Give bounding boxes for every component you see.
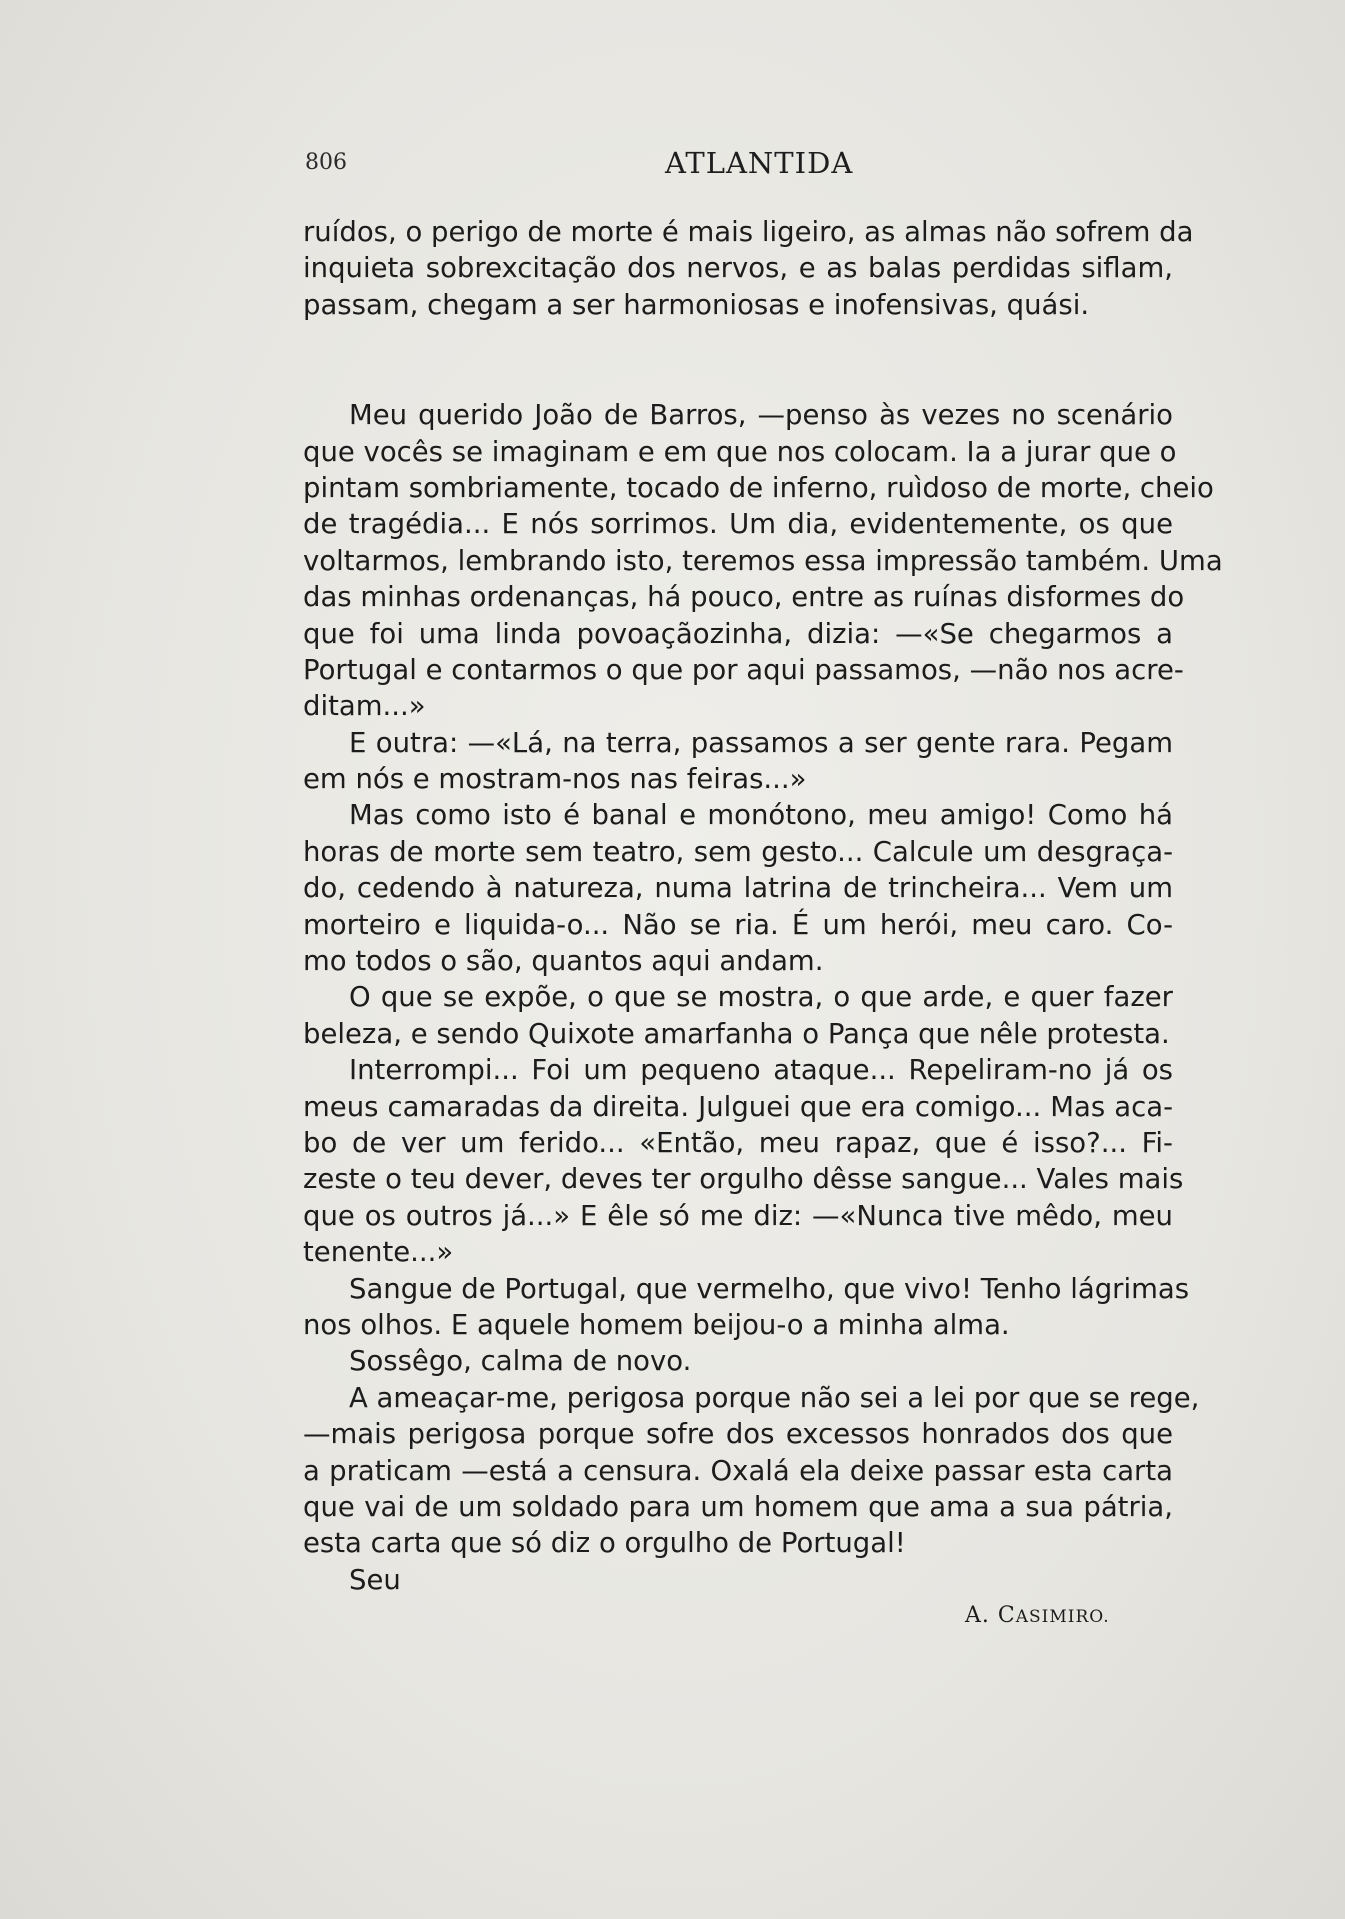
text-line: A ameaçar-me, perigosa porque não sei a lei por que se rege, (349, 1381, 1200, 1414)
text-line: bo de ver um ferido... «Então, meu rapaz, que é isso?... Fi- (303, 1126, 1173, 1159)
text-line: tenente...» (303, 1236, 454, 1269)
text-line: pintam sombriamente, tocado de inferno, ruìdoso de morte, cheio (303, 471, 1214, 504)
text-line: nos olhos. E aquele homem beijou-o a minha alma. (303, 1308, 1010, 1341)
text-line: das minhas ordenanças, há pouco, entre as ruínas disformes do (303, 581, 1185, 614)
paragraph (303, 1052, 1184, 1270)
text-line: ditam...» (303, 690, 426, 723)
text-line: que vocês se imaginam e em que nos colocam. Ia a jurar que o (303, 435, 1177, 468)
text-line: zeste o teu dever, deves ter orgulho dêsse sangue... Vales mais (303, 1163, 1184, 1196)
text-line: que foi uma linda povoaçãozinha, dizia: —«Se chegarmos a (303, 617, 1173, 650)
paragraph (303, 979, 1173, 1052)
text-line: Mas como isto é banal e monótono, meu amigo! Como há (349, 799, 1173, 832)
text-line: beleza, e sendo Quixote amarfanha o Pança que nêle protesta. (303, 1017, 1170, 1050)
text-line: —mais perigosa porque sofre dos excessos honrados dos que (303, 1418, 1173, 1451)
signature-initial: A. C (965, 1603, 1016, 1628)
signature-surname: ASIMIRO. (1015, 1607, 1110, 1627)
text-line: voltarmos, lembrando isto, teremos essa impressão também. Uma (303, 544, 1223, 577)
text-line: meus camaradas da direita. Julguei que era comigo... Mas aca- (303, 1090, 1173, 1123)
text-line: a praticam —está a censura. Oxalá ela deixe passar esta carta (303, 1454, 1173, 1487)
running-title: ATLANTIDA (665, 146, 854, 180)
text-line: E outra: —«Lá, na terra, passamos a ser gente rara. Pegam (349, 726, 1173, 759)
text-line: Meu querido João de Barros, —penso às vezes no scenário (349, 399, 1173, 432)
text-line: ruídos, o perigo de morte é mais ligeiro, as almas não sofrem da (303, 216, 1194, 248)
paragraph (303, 397, 1223, 725)
text-line: mo todos o são, quantos aqui andam. (303, 945, 824, 978)
text-line: que os outros já...» E êle só me diz: —«Nunca tive mêdo, meu (303, 1199, 1173, 1232)
text-line: morteiro e liquida-o... Não se ria. É um herói, meu caro. Co- (303, 908, 1173, 941)
page-header (305, 146, 1175, 186)
text-line: Portugal e contarmos o que por aqui passamos, —não nos acre- (303, 653, 1184, 686)
paragraph (303, 1343, 1173, 1379)
paragraph (303, 214, 1194, 323)
paragraph (303, 1380, 1200, 1562)
text-line: Sossêgo, calma de novo. (349, 1345, 692, 1378)
text-line: horas de morte sem teatro, sem gesto... Calcule um desgraça- (303, 835, 1173, 868)
paragraph-gap (303, 323, 1173, 397)
text-line: Interrompi... Foi um pequeno ataque... Repeliram-no já os (349, 1054, 1173, 1087)
text-line: Sangue de Portugal, que vermelho, que vivo! Tenho lágrimas (349, 1272, 1190, 1305)
text-line: Seu (349, 1563, 401, 1596)
text-line: de tragédia... E nós sorrimos. Um dia, evidentemente, os que (303, 508, 1173, 541)
paragraph (303, 725, 1173, 798)
text-line: que vai de um soldado para um homem que ama a sua pátria, (303, 1490, 1173, 1523)
text-line: em nós e mostram-nos nas feiras...» (303, 763, 807, 796)
page-number: 806 (305, 150, 347, 175)
letter-body (303, 214, 1223, 1598)
text-line: do, cedendo à natureza, numa latrina de trincheira... Vem um (303, 872, 1173, 905)
paragraph (303, 797, 1173, 979)
signature (965, 1603, 1110, 1628)
text-line: passam, chegam a ser harmoniosas e inofensivas, quási. (303, 288, 1090, 321)
text-line: O que se expõe, o que se mostra, o que arde, e quer fazer (349, 981, 1173, 1014)
paragraph (303, 1271, 1190, 1344)
paragraph (303, 1562, 1173, 1598)
text-line: esta carta que só diz o orgulho de Portugal! (303, 1527, 906, 1560)
text-line: inquieta sobrexcitação dos nervos, e as balas perdidas siflam, (303, 252, 1173, 285)
